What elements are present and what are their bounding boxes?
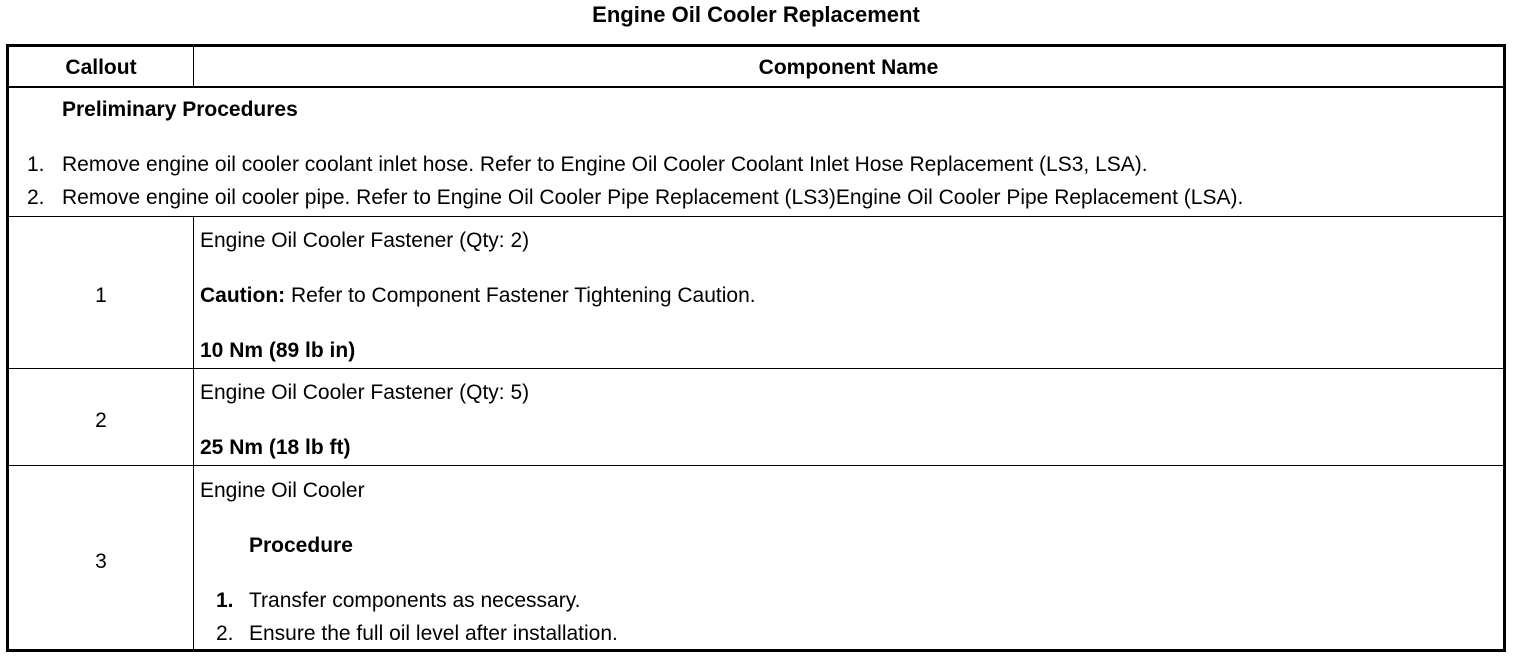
preliminary-step-text: Remove engine oil cooler coolant inlet hose. Refer to Engine Oil Cooler Coolant Inlet Hose Replacement (LS3, LSA). xyxy=(62,153,1148,176)
procedure-step-number: 1. xyxy=(216,589,234,612)
body-column-divider xyxy=(193,217,194,652)
procedure-step-number: 2. xyxy=(216,622,234,645)
component-name: Engine Oil Cooler Fastener (Qty: 2) xyxy=(200,229,530,252)
torque-spec: 10 Nm (89 lb in) xyxy=(200,339,356,362)
row-divider-2 xyxy=(9,465,1503,466)
row-divider-1 xyxy=(9,368,1503,369)
page-title: Engine Oil Cooler Replacement xyxy=(592,2,920,27)
caution-text: Refer to Component Fastener Tightening Caution. xyxy=(285,284,756,307)
row-callout: 3 xyxy=(95,550,107,573)
header-component-name: Component Name xyxy=(758,56,939,79)
procedure-step-text: Transfer components as necessary. xyxy=(249,589,581,612)
caution-note xyxy=(200,283,756,309)
row-callout: 2 xyxy=(95,409,107,432)
procedure-step-text: Ensure the full oil level after installation. xyxy=(249,622,618,645)
preliminary-step-number: 2. xyxy=(27,186,45,209)
preliminary-heading: Preliminary Procedures xyxy=(62,98,298,121)
procedure-table xyxy=(6,44,1506,652)
row-callout: 1 xyxy=(95,284,107,307)
component-name: Engine Oil Cooler Fastener (Qty: 5) xyxy=(200,381,530,404)
preliminary-divider xyxy=(9,216,1503,217)
torque-spec: 25 Nm (18 lb ft) xyxy=(200,436,351,459)
header-divider xyxy=(9,86,1503,88)
preliminary-step-text: Remove engine oil cooler pipe. Refer to Engine Oil Cooler Pipe Replacement (LS3)Engine Oil Cooler Pipe Replacement (LSA). xyxy=(62,186,1244,209)
component-name: Engine Oil Cooler xyxy=(200,479,365,502)
header-callout: Callout xyxy=(65,56,137,79)
caution-label: Caution: xyxy=(200,284,286,307)
procedure-heading: Procedure xyxy=(249,534,353,557)
preliminary-step-number: 1. xyxy=(27,153,45,176)
